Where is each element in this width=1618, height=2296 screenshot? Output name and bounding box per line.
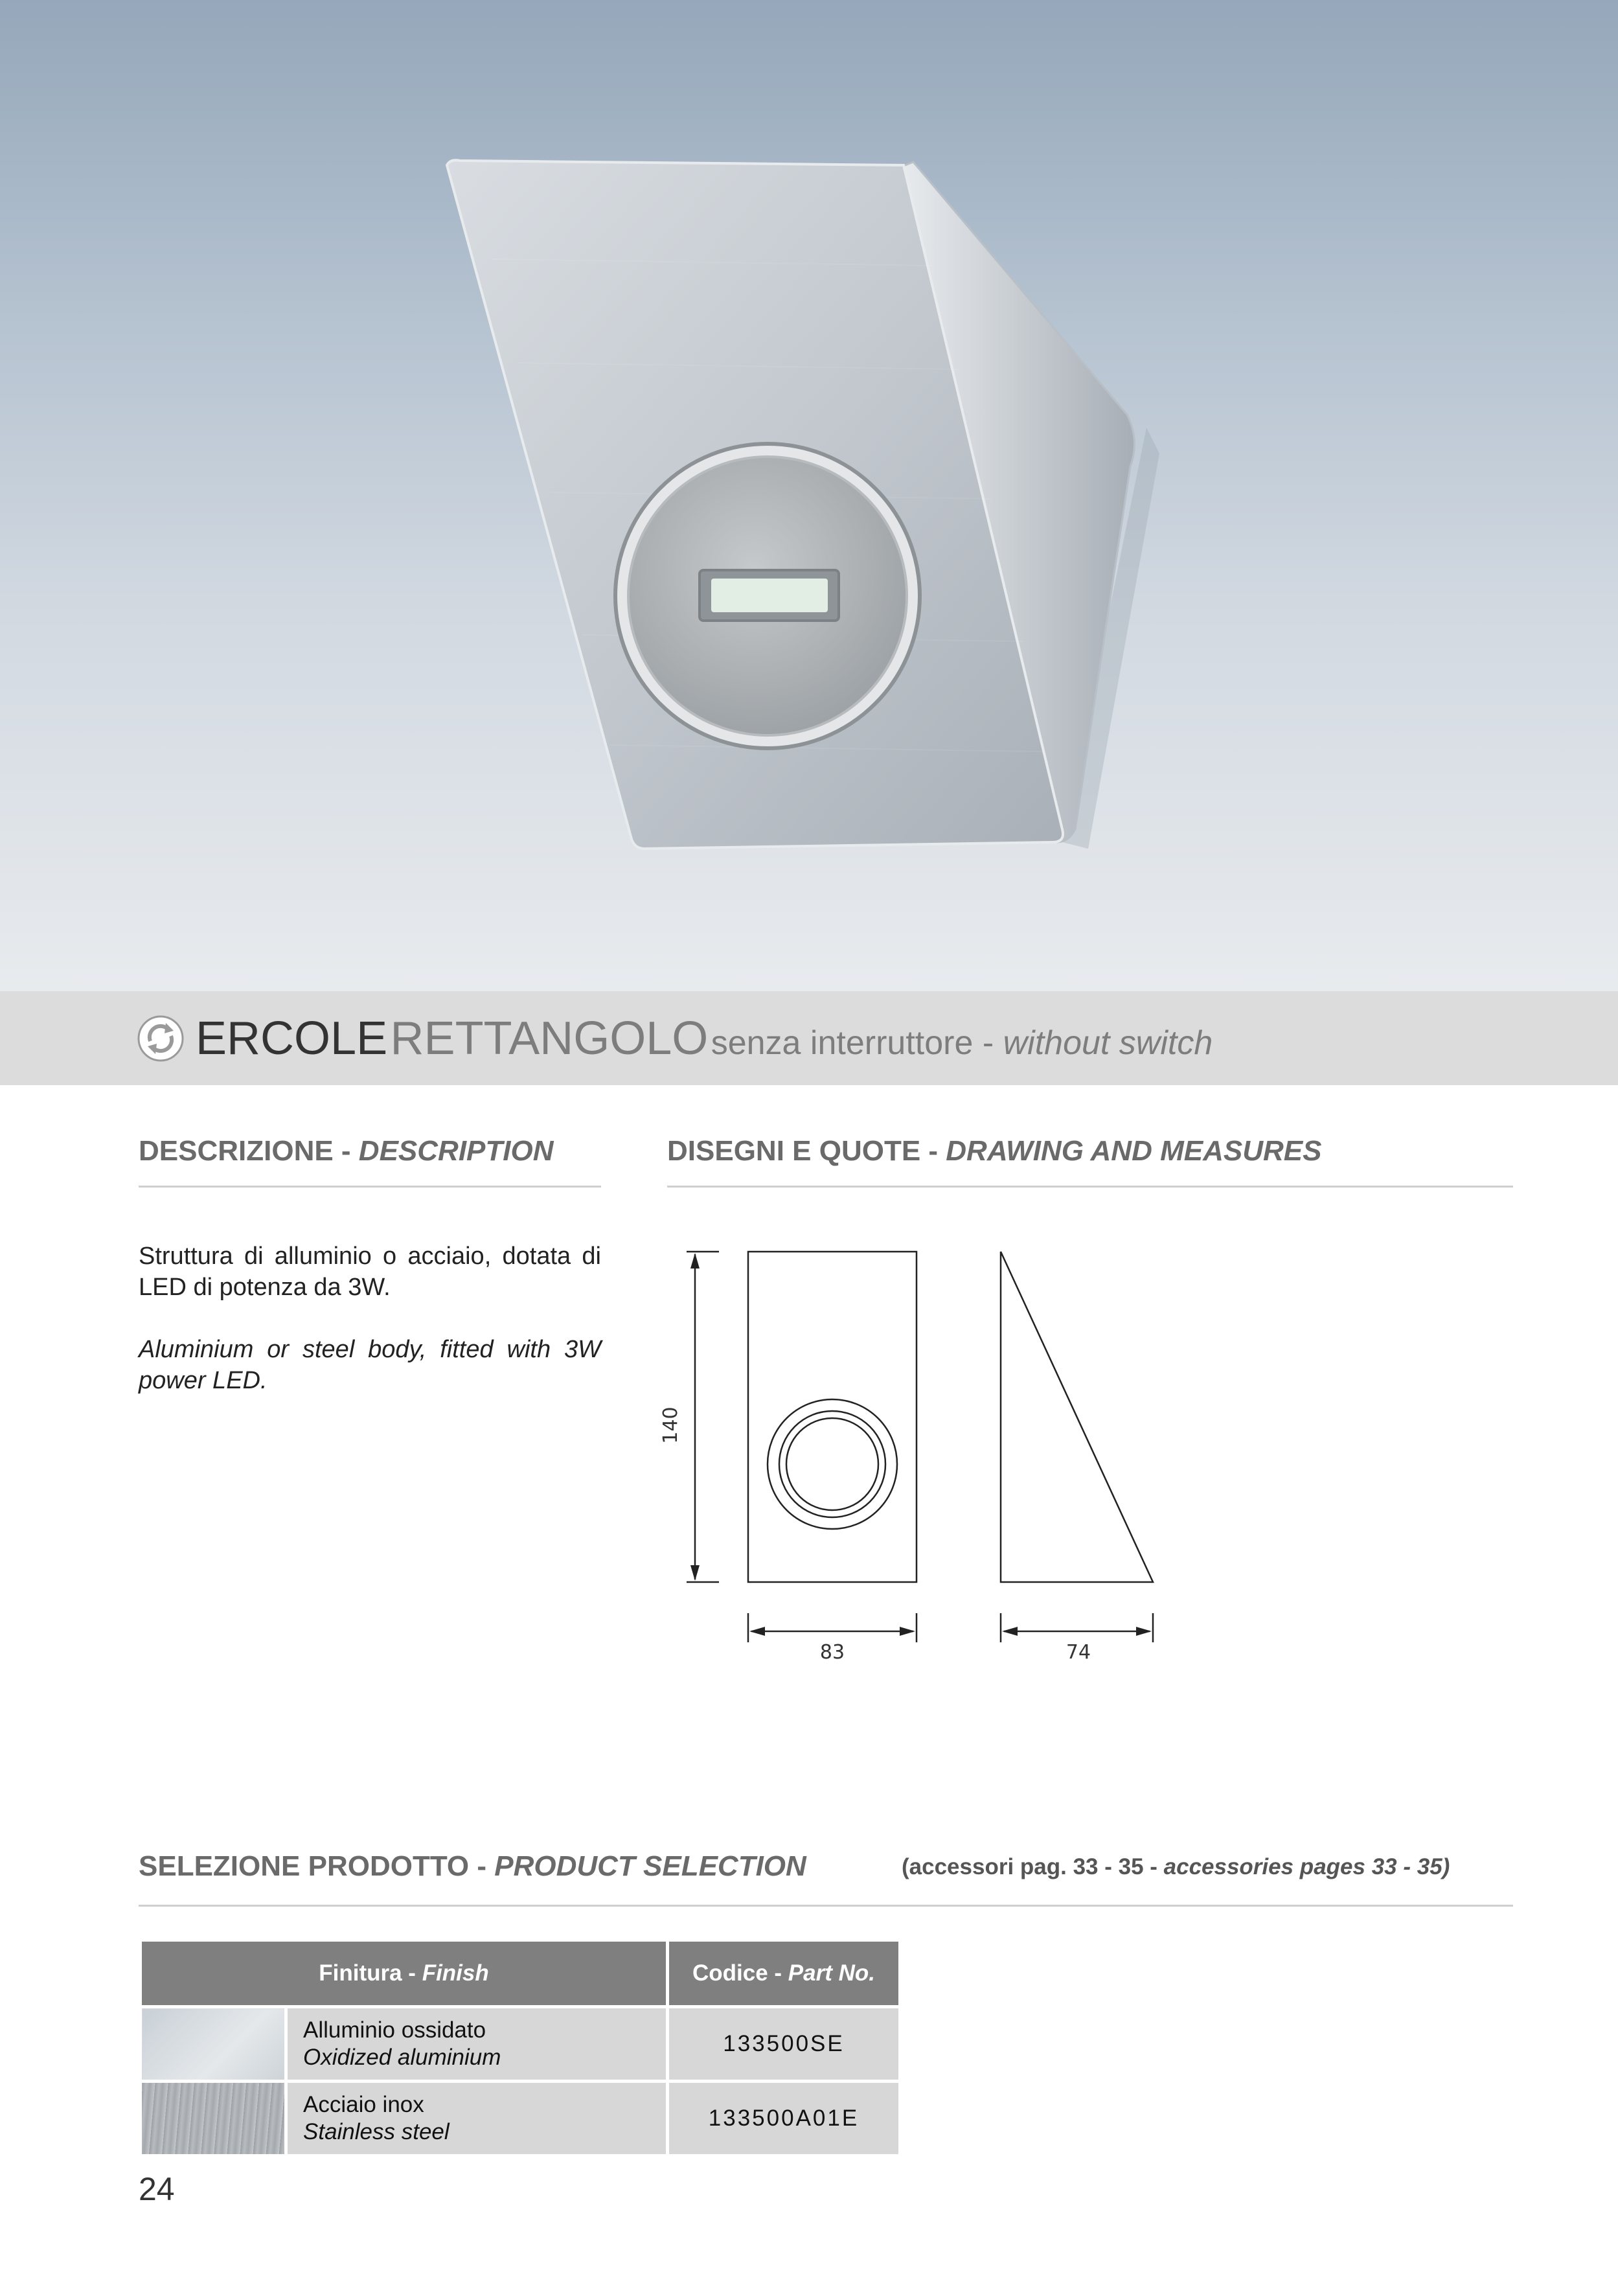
drawing-divider [667, 1186, 1513, 1188]
finish-cell [286, 2007, 668, 2082]
description-heading-en: DESCRIPTION [358, 1135, 554, 1167]
front-view-ring-middle [779, 1411, 885, 1517]
front-width-arrow-left [749, 1627, 765, 1636]
finish-swatch-aluminium [141, 2007, 286, 2082]
selection-divider [139, 1905, 1513, 1907]
side-width-arrow-left [1002, 1627, 1018, 1636]
table-row [141, 2007, 900, 2082]
page-title [196, 1009, 1213, 1081]
height-dim-label: 140 [659, 1406, 682, 1444]
finish-swatch-stainless [141, 2082, 286, 2156]
col-finish-en: Finish [422, 1960, 489, 1986]
col-code-it: Codice - [692, 1960, 788, 1986]
drawing-heading-it: DISEGNI E QUOTE - [667, 1135, 946, 1167]
description-heading-it: DESCRIZIONE - [139, 1135, 359, 1167]
part-number: 133500SE [668, 2007, 900, 2082]
front-view-ring-inner [786, 1418, 878, 1510]
col-code-en: Part No. [788, 1960, 875, 1986]
description-text-it: Struttura di alluminio o acciaio, dotata di LED di potenza da 3W. [139, 1243, 601, 1301]
drawing-heading [667, 1135, 1321, 1167]
circular-arrows-icon [137, 1015, 184, 1062]
height-arrow-bottom [690, 1565, 700, 1581]
selection-heading-it: SELEZIONE PRODOTTO - [139, 1850, 495, 1882]
front-width-arrow-right [900, 1627, 915, 1636]
page-number: 24 [139, 2171, 175, 2207]
finish-name-it: Acciaio inox [303, 2092, 424, 2117]
side-width-dim-label: 74 [1065, 1641, 1091, 1664]
title-band [0, 991, 1618, 1085]
accessories-note [902, 1854, 1450, 1880]
product-photo [0, 0, 1618, 991]
side-view-outline [1001, 1252, 1153, 1582]
finish-name-it: Alluminio ossidato [303, 2017, 486, 2043]
table-header-row [141, 1940, 900, 2007]
product-selection-table [139, 1938, 902, 2157]
model-name: RETTANGOLO [390, 1013, 709, 1064]
subtitle-it: senza interruttore [711, 1024, 974, 1062]
finish-name-en: Oxidized aluminium [303, 2045, 501, 2070]
table-row [141, 2082, 900, 2156]
front-width-dim-label: 83 [819, 1641, 845, 1664]
accessories-note-en: accessories pages 33 - 35) [1163, 1854, 1450, 1879]
finish-name-en: Stainless steel [303, 2119, 450, 2144]
front-view-outline [748, 1252, 917, 1582]
side-width-arrow-right [1136, 1627, 1152, 1636]
brand-name: ERCOLE [196, 1013, 388, 1064]
accessories-note-it: (accessori pag. 33 - 35 - [902, 1854, 1164, 1879]
finish-cell [286, 2082, 668, 2156]
col-code-header [668, 1940, 900, 2007]
drawing-heading-en: DRAWING AND MEASURES [946, 1135, 1322, 1167]
description-text-en: Aluminium or steel body, fitted with 3W power LED. [139, 1336, 601, 1394]
selection-heading-en: PRODUCT SELECTION [494, 1850, 806, 1882]
description-divider [139, 1186, 601, 1188]
title-separator: - [973, 1024, 1003, 1062]
col-finish-header [141, 1940, 668, 2007]
selection-heading [139, 1850, 806, 1883]
part-number: 133500A01E [668, 2082, 900, 2156]
height-arrow-top [690, 1253, 700, 1269]
col-finish-it: Finitura - [319, 1960, 422, 1986]
description-heading [139, 1135, 554, 1167]
subtitle-en: without switch [1003, 1024, 1213, 1062]
technical-drawing [654, 1231, 1205, 1684]
